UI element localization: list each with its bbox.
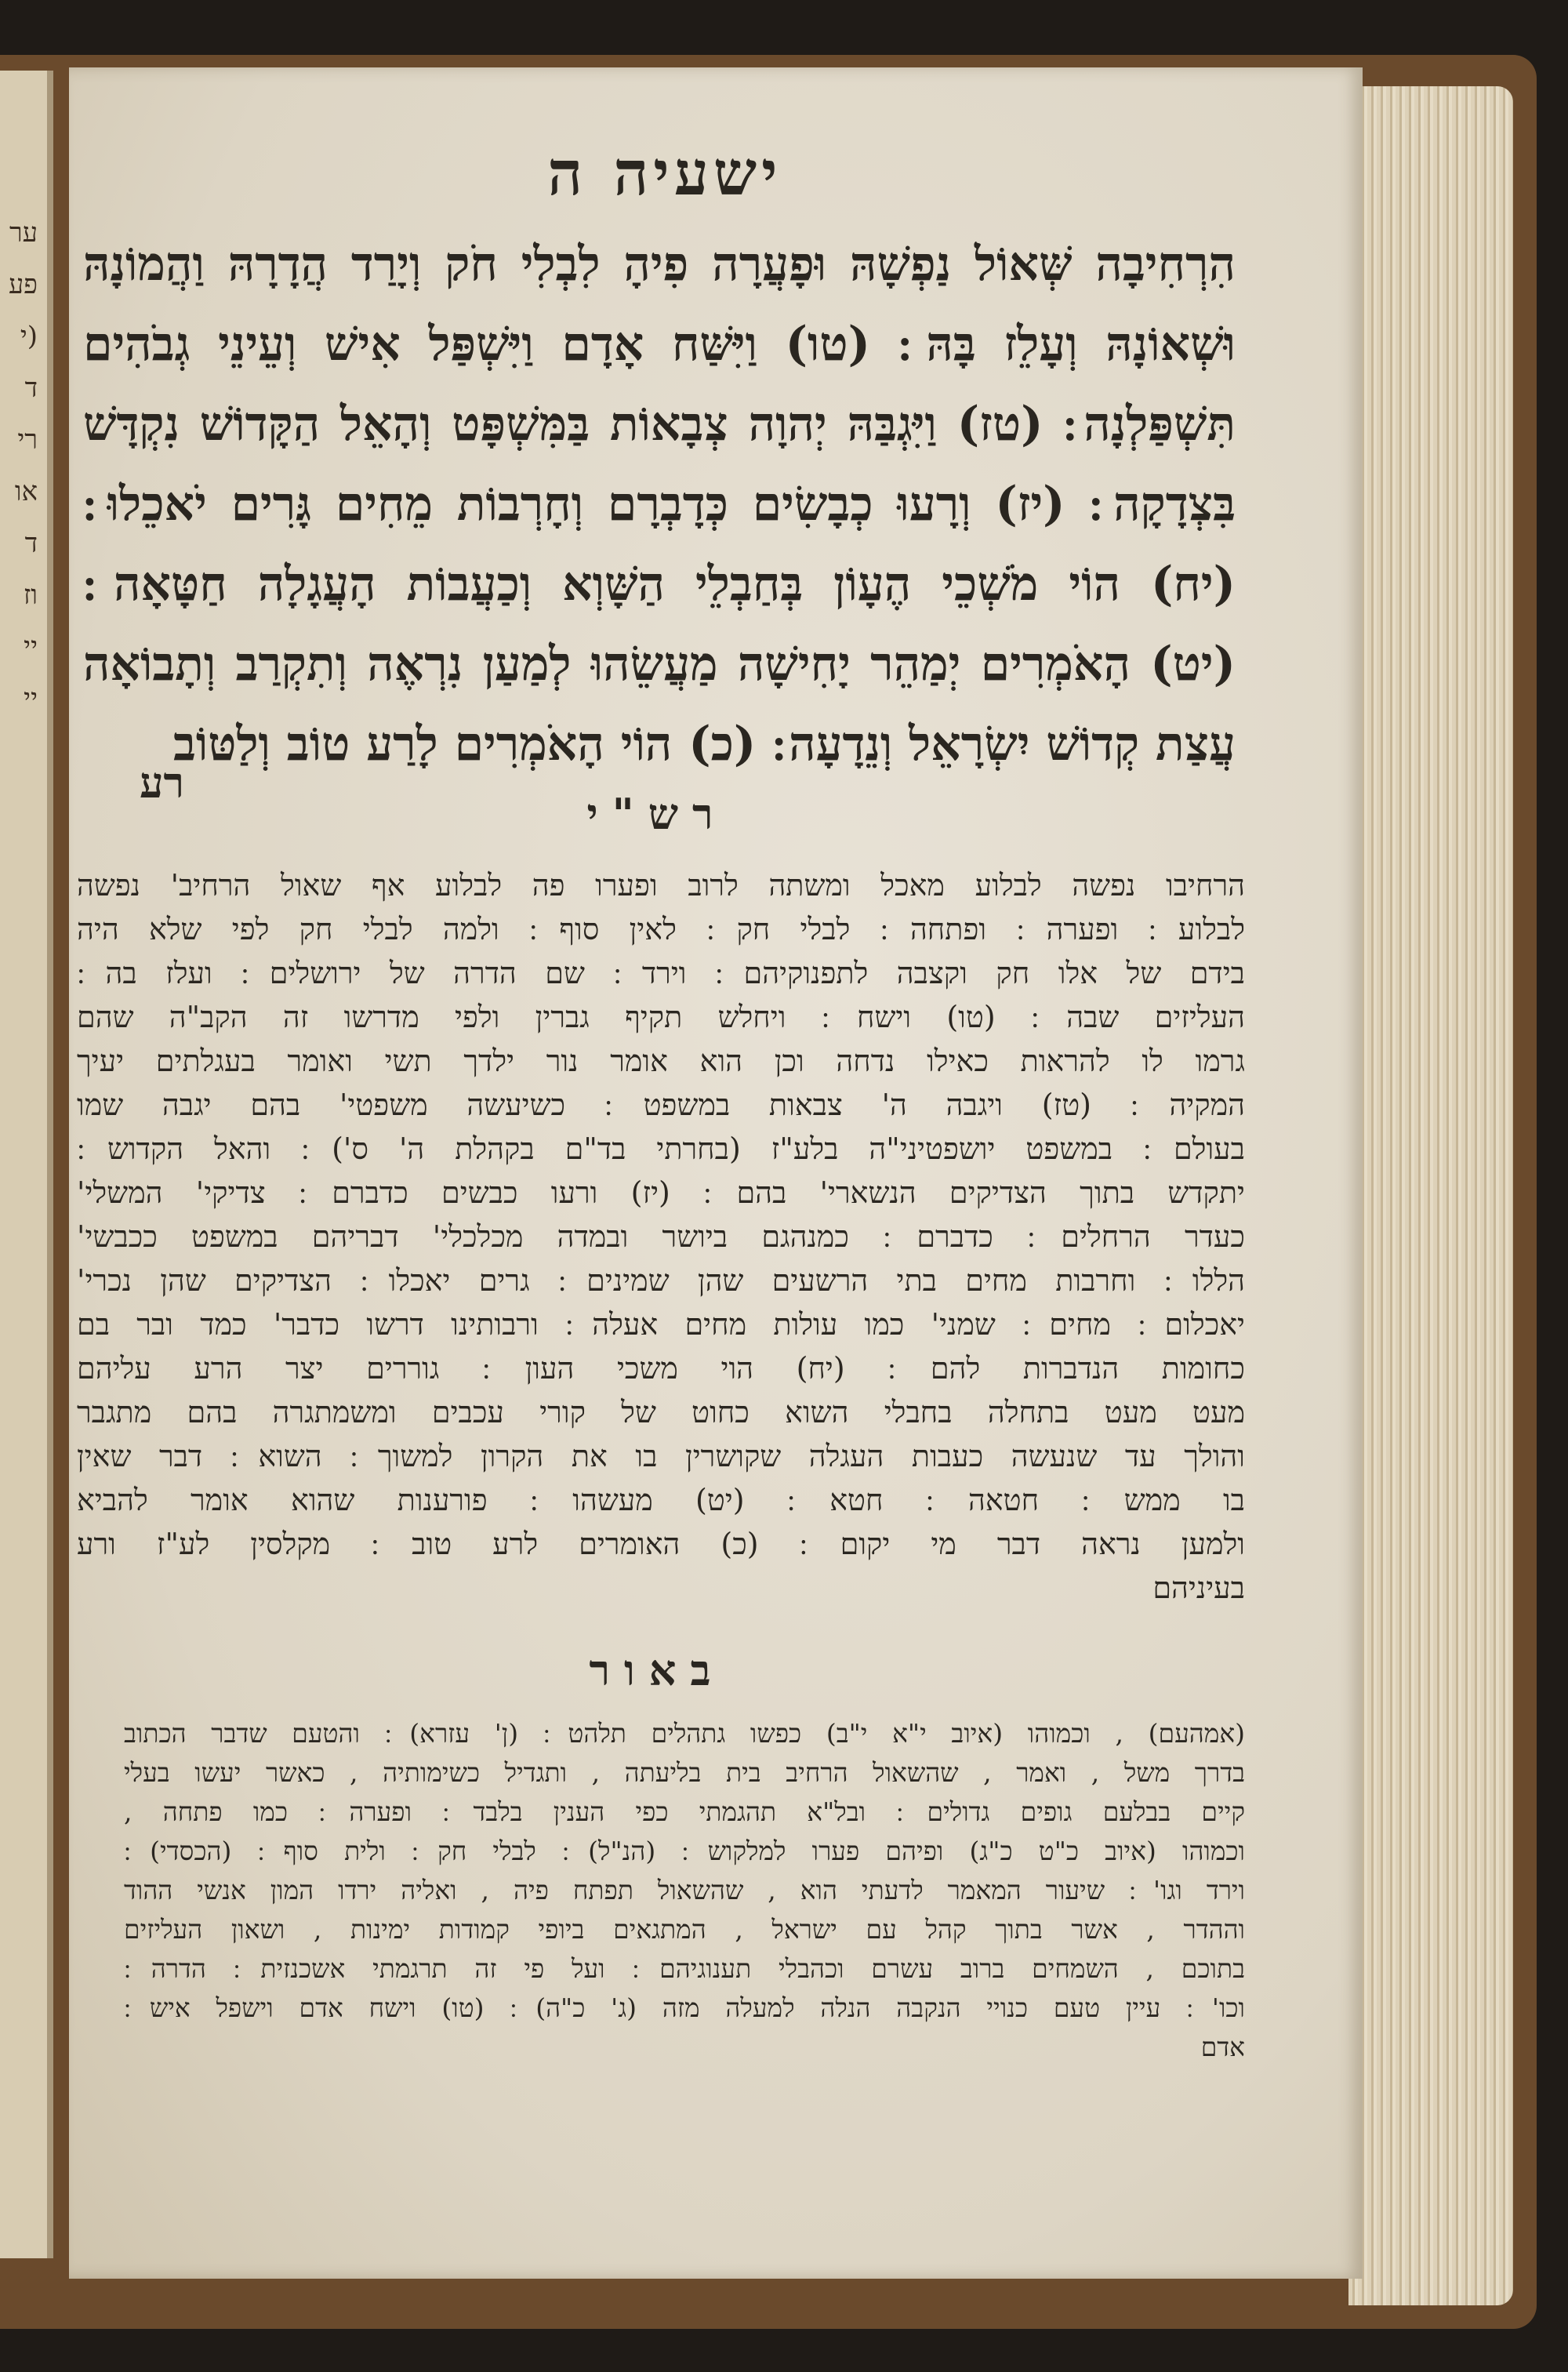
scripture-line: תִּשְׁפַּלְנָה ׃ (טז) וַיִּגְבַּהּ יְהוָה צְבָאוֹת בַּמִּשְׁפָּט וְהָאֵל הַקָּדוֹשׁ נִקְדָּשׁ xyxy=(83,397,1236,452)
left-gutter-text xyxy=(0,220,38,737)
rashi-line: הללו ׃ וחרבות מחים בתי הרשעים שהן שמינים ׃ גרים יאכלו ׃ הצדיקים שהן נכרי' xyxy=(77,1263,1245,1298)
gutter-fragment: רי xyxy=(17,427,38,456)
biur-line: (אמהעם) , וכמוהו (איוב י"א י"ב) כפשו גתהלים תלהט ׃ (ן' עזרא) ׃ והטעם שדבר הכתוב xyxy=(124,1718,1245,1749)
rashi-line: לבלוע ׃ ופערה ׃ ופתחה ׃ לבלי חק ׃ לאין סוף ׃ ולמה לבלי חק לפי שלא היה xyxy=(77,912,1245,946)
scripture-line: הִרְחִיבָה שְּׁאוֹל נַפְשָׁהּ וּפָעֲרָה פִיהָ לִבְלִי חֹק וְיָרַד הֲדָרָהּ וַהֲמוֹנָהּ xyxy=(83,237,1236,292)
biur-line: וכו' ׃ עיין טעם כנויי הנקבה הנלה למעלה מזה (ג' כ"ה) ׃ (טו) וישח אדם וישפל איש ׃ xyxy=(124,1992,1245,2023)
rashi-line: בידם של אלו חק וקצבה לתפנוקיהם ׃ וירד ׃ שם הדרה של ירושלים ׃ ועלז בה ׃ xyxy=(77,956,1245,990)
rashi-line: בעיניהם xyxy=(1152,1571,1245,1605)
gutter-fragment: או xyxy=(14,478,38,507)
gutter-fragment: יי xyxy=(24,634,38,663)
rashi-line: העליזים שבה ׃ (טו) וישח ׃ ויחלש תקיף גברין ולפי מדרשו זה הקב"ה שהם xyxy=(77,1000,1245,1034)
rashi-line: כחומות הנדברות להם ׃ (יח) הוי משכי העון ׃ גוררים יצר הרע עליהם xyxy=(77,1351,1245,1386)
gutter-fragment: (י xyxy=(20,323,38,352)
scripture-line: (יט) הָאֹמְרִים יְמַהֵר יָחִישָׁה מַעֲשֵׂהוּ לְמַעַן נִרְאֶה וְתִקְרַב וְתָבוֹאָה xyxy=(83,637,1236,692)
gutter-fragment: ד xyxy=(24,530,38,559)
scripture-line: וּשְׁאוֹנָהּ וְעָלֵז בָּהּ ׃ (טו) וַיִּשַּׁח אָדָם וַיִּשְׁפַּל אִישׁ וְעֵינֵי גְבֹהִים xyxy=(83,317,1236,372)
biur-line: בדרך משל , ואמר , שהשאול הרחיב בית בליעתה , ותגדיל כשימותיה , כאשר יעשו בעלי xyxy=(124,1757,1245,1788)
rashi-line: הרחיבו נפשה לבלוע מאכל ומשתה לרוב ופערו פה לבלוע אף שאול הרחיב' נפשה xyxy=(77,868,1245,903)
book-page xyxy=(69,67,1363,2279)
scripture-line: (יח) הוֹי מֹשְׁכֵי הֶעָוֹן בְּחַבְלֵי הַשָּׁוְא וְכַעֲבוֹת הָעֲגָלָה חַטָּאָה ׃ xyxy=(83,557,1236,612)
rashi-line: ולמען נראה דבר מי יקום ׃ (כ) האומרים לרע טוב ׃ מקלסין לע"ז ורע xyxy=(77,1527,1245,1561)
catchword: רע xyxy=(140,757,185,808)
rashi-line: גרמו לו להראות כאילו נדחה וכן הוא אומר נור ילדך תשי ואומר בעגלתים יעיך xyxy=(77,1044,1245,1078)
running-head: ישעיה ה xyxy=(547,138,782,209)
rashi-line: יאכלום ׃ מחים ׃ שמני' כמו עולות מחים אעלה ׃ ורבותינו דרשו כדבר' כמד ובר בם xyxy=(77,1307,1245,1342)
biur-line: וירד וגו' ׃ שיעור המאמר לדעתי הוא , שהשאול תפתח פיה , ואליה ירדו המון אנשי ההוד xyxy=(124,1875,1245,1905)
rashi-line: המקיה ׃ (טז) ויגבה ה' צבאות במשפט ׃ כשיעשה משפטי' בהם יגבה שמו xyxy=(77,1088,1245,1122)
rashi-line: בו ממש ׃ חטאה ׃ חטא ׃ (יט) מעשהו ׃ פורענות שהוא אומר להביא xyxy=(77,1483,1245,1517)
gutter-fragment: ער xyxy=(9,220,38,249)
scripture-line: בִּצְדָקָה ׃ (יז) וְרָעוּ כְבָשִׂים כְּדָבְרָם וְחָרְבוֹת מֵחִים גָּרִים יֹאכֵלוּ ׃ xyxy=(83,477,1236,532)
gutter-fragment: יי xyxy=(24,685,38,714)
biur-line: אדם xyxy=(1200,2032,1245,2062)
left-page-edge xyxy=(0,71,53,2258)
rashi-line: יתקדש בתוך הצדיקים הנשארי' בהם ׃ (יז) ורעו כבשים כדברם ׃ צדיקי' המשלי' xyxy=(77,1175,1245,1210)
biur-line: קיים בבלעם גופים גדולים ׃ ובל"א תהגמתי כפי הענין בלבד ׃ ופערה ׃ כמו פתחה , xyxy=(124,1796,1245,1827)
gutter-fragment: ד xyxy=(24,375,38,404)
gutter-fragment: פע xyxy=(8,271,38,300)
rashi-line: מעט מעט בתחלה בחבלי השוא כחוט של קורי עכבים ומשמתגרה בהם מתגבר xyxy=(77,1395,1245,1429)
rashi-commentary xyxy=(77,863,1245,1610)
biur-line: בתוכם , השמחים ברוב עשרם וכהבלי תענוגיהם ׃ ועל פי זה תרגמתי אשכנזית ׃ הדרה ׃ xyxy=(124,1953,1245,1984)
rashi-line: כעדר הרחלים ׃ כדברם ׃ כמנהגם ביושר ובמדה מכלכלי' דבריהם במשפט ככבשי' xyxy=(77,1219,1245,1254)
scripture-text xyxy=(83,224,1236,784)
rashi-heading: רש"י xyxy=(586,789,728,839)
page-fore-edge xyxy=(1348,86,1513,2305)
gutter-fragment: וז xyxy=(23,582,38,611)
biur-line: וההדר , אשר בתוך קהל עם ישראל , המתגאים ביופי קמודות ימינות , ושאון העליזים xyxy=(124,1914,1245,1945)
rashi-line: בעולם ׃ במשפט יושפטיני"ה בלע"ז (בחרתי בד"ם בקהלת ה' ס') ׃ והאל הקדוש ׃ xyxy=(77,1132,1245,1166)
biur-line: וכמוהו (איוב כ"ט כ"ג) ופיהם פערו למלקוש ׃ (הנ"ל) ׃ לבלי חק ׃ ולית סוף ׃ (הכסדי) ׃ xyxy=(124,1836,1245,1866)
rashi-line: והולך עד שנעשה כעבות העגלה שקושרין בו את הקרון למשוך ׃ השוא ׃ דבר שאין xyxy=(77,1439,1245,1473)
biur-heading: באור xyxy=(589,1645,725,1695)
scripture-line: עֲצַת קְדוֹשׁ יִשְׂרָאֵל וְנֵדָעָה ׃ (כ) הוֹי הָאֹמְרִים לָרַע טוֹב וְלַטּוֹב xyxy=(172,717,1236,772)
biur-commentary xyxy=(124,1714,1245,2067)
